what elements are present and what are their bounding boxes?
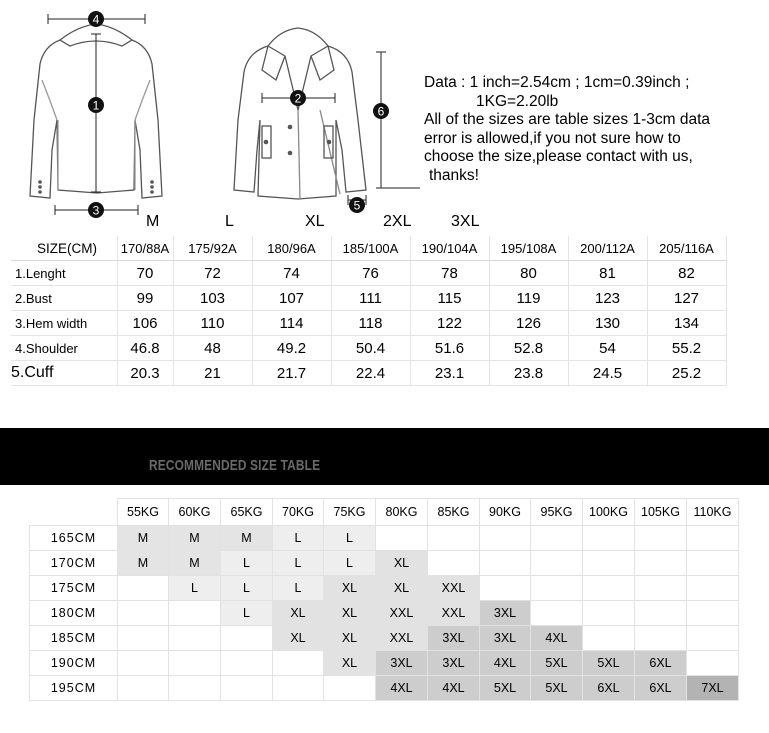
size-label-xl: XL — [305, 213, 325, 230]
recommended-size-cell — [221, 626, 273, 651]
measurement-value: 49.2 — [252, 336, 331, 361]
weight-header: 90KG — [480, 499, 531, 526]
front-buttons — [264, 125, 332, 156]
recommended-size-cell — [480, 551, 531, 576]
measurement-value: 130 — [568, 311, 647, 336]
measurement-value: 110 — [173, 311, 252, 336]
measurement-value: 78 — [410, 261, 489, 286]
recommended-size-cell — [169, 676, 221, 701]
measurement-value: 55.2 — [647, 336, 726, 361]
size-col-header: 190/104A — [410, 236, 489, 261]
recommended-size-cell: L — [221, 601, 273, 626]
weight-header-row — [30, 499, 739, 526]
recommended-size-cell: M — [169, 526, 221, 551]
size-col-header: 180/96A — [252, 236, 331, 261]
recommended-size-cell: XL — [324, 576, 376, 601]
recommended-size-cell — [118, 676, 169, 701]
measurement-value: 74 — [252, 261, 331, 286]
measurement-value: 81 — [568, 261, 647, 286]
height-row — [30, 526, 739, 551]
size-table-row — [11, 261, 726, 286]
recommended-size-cell: XXL — [428, 576, 480, 601]
recommended-size-cell — [531, 526, 583, 551]
height-label: 175CM — [30, 576, 118, 601]
recommended-size-cell: XL — [324, 626, 376, 651]
height-label: 190CM — [30, 651, 118, 676]
recommended-size-title: RECOMMENDED SIZE TABLE — [149, 458, 321, 474]
size-col-header: 170/88A — [117, 236, 173, 261]
recommended-size-cell — [635, 576, 687, 601]
height-row — [30, 626, 739, 651]
measurement-value: 111 — [331, 286, 410, 311]
info-line-tolerance-3: choose the size,please contact with us, — [424, 148, 693, 165]
measurement-value: 127 — [647, 286, 726, 311]
recommended-size-cell — [531, 601, 583, 626]
measurement-value: 123 — [568, 286, 647, 311]
recommended-size-cell: M — [118, 526, 169, 551]
info-line-thanks: thanks! — [429, 166, 479, 184]
measurement-value: 25.2 — [647, 361, 726, 386]
measurement-value: 70 — [117, 261, 173, 286]
recommended-size-cell — [221, 676, 273, 701]
recommended-size-cell: 4XL — [480, 651, 531, 676]
height-row — [30, 601, 739, 626]
weight-header: 105KG — [635, 499, 687, 526]
weight-header: 70KG — [273, 499, 324, 526]
info-line-tolerance-1: All of the sizes are table sizes 1-3cm data — [424, 111, 711, 128]
recommended-size-cell — [687, 601, 739, 626]
recommended-size-cell: 6XL — [635, 651, 687, 676]
recommended-size-cell: L — [273, 551, 324, 576]
recommended-size-cell — [428, 551, 480, 576]
size-table-row — [11, 311, 726, 336]
weight-header: 85KG — [428, 499, 480, 526]
marker-6-text: 6 — [377, 104, 385, 119]
measurement-value: 115 — [410, 286, 489, 311]
recommended-size-cell — [118, 601, 169, 626]
marker-1 — [88, 97, 104, 113]
weight-header: 100KG — [583, 499, 635, 526]
recommended-size-cell: 4XL — [376, 676, 428, 701]
size-info-note — [424, 74, 764, 185]
size-header-label: SIZE(CM) — [11, 236, 117, 261]
recommended-size-cell: 6XL — [583, 676, 635, 701]
recommended-size-cell — [687, 551, 739, 576]
height-row — [30, 551, 739, 576]
height-row — [30, 676, 739, 701]
measurement-value: 24.5 — [568, 361, 647, 386]
recommended-size-cell — [118, 651, 169, 676]
recommended-size-cell — [273, 651, 324, 676]
recommended-size-cell: XL — [273, 601, 324, 626]
measurement-value: 72 — [173, 261, 252, 286]
recommended-size-cell — [480, 576, 531, 601]
size-table-header — [11, 236, 726, 261]
height-label: 170CM — [30, 551, 118, 576]
weight-header: 65KG — [221, 499, 273, 526]
measurement-label: 3.Hem width — [11, 311, 117, 336]
measurement-value: 76 — [331, 261, 410, 286]
measurement-value: 21 — [173, 361, 252, 386]
recommended-size-cell: XXL — [376, 626, 428, 651]
weight-header: 110KG — [687, 499, 739, 526]
info-line-conversion: Data : 1 inch=2.54cm ; 1cm=0.39inch ; — [424, 74, 690, 91]
recommended-size-cell: 3XL — [376, 651, 428, 676]
marker-2-text: 2 — [294, 91, 302, 106]
size-table-row — [11, 336, 726, 361]
size-label-m: M — [146, 213, 160, 230]
size-label-2xl: 2XL — [383, 213, 412, 230]
recommended-size-cell: 4XL — [428, 676, 480, 701]
size-col-header: 205/116A — [647, 236, 726, 261]
marker-2 — [290, 90, 306, 106]
recommended-size-cell — [583, 626, 635, 651]
recommended-size-cell: L — [273, 526, 324, 551]
recommended-size-cell: M — [169, 551, 221, 576]
measure-lines-front — [262, 52, 420, 205]
recommended-size-cell: L — [324, 526, 376, 551]
marker-1-text: 1 — [92, 98, 100, 113]
recommended-size-cell — [687, 651, 739, 676]
recommended-size-cell — [583, 576, 635, 601]
recommended-size-cell — [376, 526, 428, 551]
measurement-label: 5.Cuff — [11, 361, 117, 386]
marker-5 — [349, 197, 365, 213]
measurement-value: 122 — [410, 311, 489, 336]
recommended-size-cell: 5XL — [531, 676, 583, 701]
recommended-size-cell — [428, 526, 480, 551]
height-label: 165CM — [30, 526, 118, 551]
weight-header: 55KG — [118, 499, 169, 526]
info-line-tolerance-2: error is allowed,if you not sure how to — [424, 129, 681, 147]
recommended-size-cell — [583, 601, 635, 626]
marker-3-text: 3 — [92, 203, 100, 218]
size-col-header: 195/108A — [489, 236, 568, 261]
recommended-size-cell: XXL — [428, 601, 480, 626]
recommended-size-cell — [635, 601, 687, 626]
measurement-value: 82 — [647, 261, 726, 286]
marker-4 — [88, 11, 104, 27]
recommended-size-cell — [531, 576, 583, 601]
marker-3 — [88, 202, 104, 218]
measurement-value: 106 — [117, 311, 173, 336]
measurement-value: 80 — [489, 261, 568, 286]
measurement-value: 103 — [173, 286, 252, 311]
size-measurement-table — [11, 236, 727, 386]
recommended-size-cell — [635, 626, 687, 651]
recommended-size-cell: 3XL — [480, 601, 531, 626]
recommended-size-cell — [273, 676, 324, 701]
measure-lines-back — [48, 14, 145, 215]
jacket-front-outline — [234, 28, 366, 199]
recommended-size-cell: XL — [324, 601, 376, 626]
size-label-3xl: 3XL — [451, 213, 480, 230]
measurement-label: 4.Shoulder — [11, 336, 117, 361]
recommended-size-cell — [583, 526, 635, 551]
recommended-size-cell: XL — [376, 576, 428, 601]
recommended-size-cell — [687, 626, 739, 651]
measurement-value: 52.8 — [489, 336, 568, 361]
measurement-value: 46.8 — [117, 336, 173, 361]
recommended-size-cell — [635, 551, 687, 576]
measurement-value: 48 — [173, 336, 252, 361]
measurement-value: 107 — [252, 286, 331, 311]
measurement-value: 99 — [117, 286, 173, 311]
measurement-value: 20.3 — [117, 361, 173, 386]
measurement-value: 114 — [252, 311, 331, 336]
measurement-value: 126 — [489, 311, 568, 336]
measurement-value: 118 — [331, 311, 410, 336]
marker-6 — [373, 103, 389, 119]
measurement-value: 23.8 — [489, 361, 568, 386]
recommended-size-cell: M — [118, 551, 169, 576]
recommended-size-cell: 5XL — [583, 651, 635, 676]
recommended-size-cell: M — [221, 526, 273, 551]
section-divider-band — [0, 428, 769, 485]
recommended-size-cell: L — [273, 576, 324, 601]
size-col-header: 185/100A — [331, 236, 410, 261]
marker-5-text: 5 — [353, 198, 361, 213]
recommended-size-cell: XL — [376, 551, 428, 576]
recommended-size-cell — [118, 576, 169, 601]
recommended-size-cell — [169, 626, 221, 651]
recommended-size-cell: 3XL — [428, 626, 480, 651]
recommended-size-cell — [480, 526, 531, 551]
size-table-row — [11, 286, 726, 311]
recommended-size-cell — [531, 551, 583, 576]
recommended-size-cell: 5XL — [531, 651, 583, 676]
recommended-size-table — [29, 498, 739, 701]
size-col-header: 175/92A — [173, 236, 252, 261]
recommended-size-cell: L — [221, 551, 273, 576]
recommended-size-cell: L — [169, 576, 221, 601]
recommended-size-cell: XL — [273, 626, 324, 651]
recommended-size-cell: 3XL — [428, 651, 480, 676]
recommended-size-cell — [324, 676, 376, 701]
measurement-value: 51.6 — [410, 336, 489, 361]
recommended-size-cell — [635, 526, 687, 551]
measurement-value: 54 — [568, 336, 647, 361]
measurement-label: 1.Lenght — [11, 261, 117, 286]
recommended-size-cell: XL — [324, 651, 376, 676]
recommended-size-cell: L — [324, 551, 376, 576]
recommended-size-cell: 6XL — [635, 676, 687, 701]
measurement-value: 119 — [489, 286, 568, 311]
height-label: 180CM — [30, 601, 118, 626]
recommended-size-cell: XXL — [376, 601, 428, 626]
recommended-size-cell: 4XL — [531, 626, 583, 651]
recommended-size-cell — [687, 526, 739, 551]
measurement-label: 2.Bust — [11, 286, 117, 311]
weight-header: 75KG — [324, 499, 376, 526]
weight-header: 60KG — [169, 499, 221, 526]
recommended-size-cell: 3XL — [480, 626, 531, 651]
size-label-l: L — [225, 213, 234, 230]
recommended-size-cell: 5XL — [480, 676, 531, 701]
measurement-value: 23.1 — [410, 361, 489, 386]
recommended-size-cell — [583, 551, 635, 576]
recommended-size-cell — [687, 576, 739, 601]
measurement-value: 134 — [647, 311, 726, 336]
recommended-size-cell — [221, 651, 273, 676]
info-line-weight: 1KG=2.20lb — [476, 92, 559, 110]
recommended-size-cell — [169, 651, 221, 676]
size-col-header: 200/112A — [568, 236, 647, 261]
measurement-value: 21.7 — [252, 361, 331, 386]
corner-cell — [30, 499, 118, 526]
recommended-size-cell: L — [221, 576, 273, 601]
measurement-value: 22.4 — [331, 361, 410, 386]
height-label: 195CM — [30, 676, 118, 701]
size-table-row — [11, 361, 726, 386]
recommended-size-cell — [118, 626, 169, 651]
marker-4-text: 4 — [92, 12, 100, 27]
weight-header: 95KG — [531, 499, 583, 526]
recommended-size-cell — [169, 601, 221, 626]
height-row — [30, 651, 739, 676]
height-label: 185CM — [30, 626, 118, 651]
height-row — [30, 576, 739, 601]
measurement-value: 50.4 — [331, 336, 410, 361]
weight-header: 80KG — [376, 499, 428, 526]
recommended-size-cell: 7XL — [687, 676, 739, 701]
